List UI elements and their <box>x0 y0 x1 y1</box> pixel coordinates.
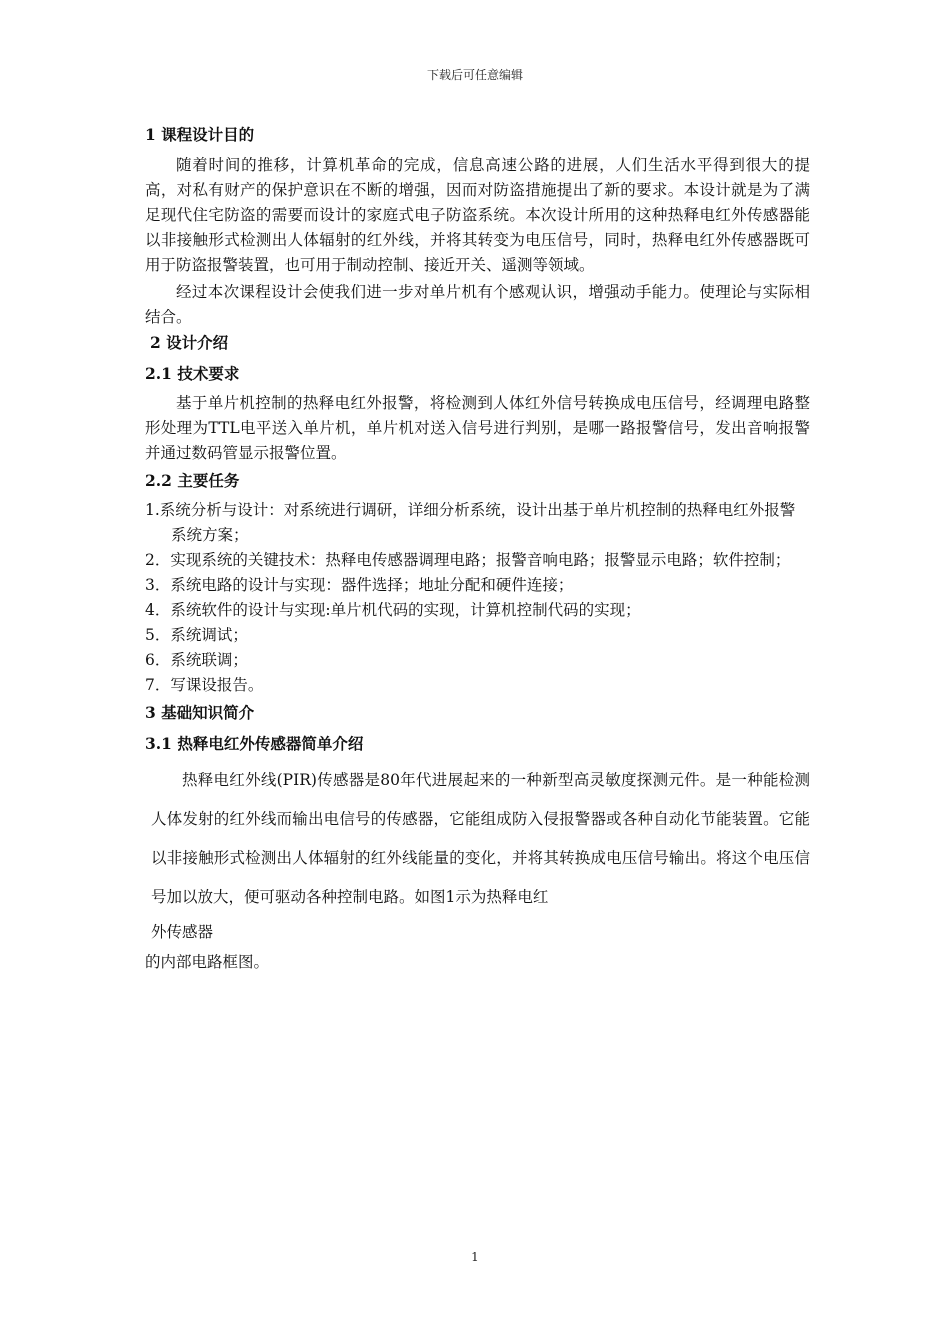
section-3-1-title: 3.1 热释电红外传感器简单介绍 <box>145 734 364 753</box>
task-list-item: 3．系统电路的设计与实现：器件选择；地址分配和硬件连接； <box>145 576 574 594</box>
header-note: 下载后可任意编辑 <box>426 68 523 82</box>
task-list-item: 1.系统分析与设计：对系统进行调研，详细分析系统，设计出基于单片机控制的热释电红外报警系统方案； <box>145 501 796 544</box>
section-2-1-paragraph: 基于单片机控制的热释电红外报警，将检测到人体红外信号转换成电压信号，经调理电路整形处理为TTL电平送入单片机，单片机对送入信号进行判别，是哪一路报警信号，发出音响报警并通过数码管显示报警位置。 <box>145 394 810 462</box>
section-3-title: 3 基础知识简介 <box>145 703 255 722</box>
task-list-item: 5．系统调试； <box>145 626 248 644</box>
page-number: 1 <box>471 1250 479 1264</box>
section-2-1-title: 2.1 技术要求 <box>145 364 240 383</box>
section-3-1-paragraph: 热释电红外线(PIR)传感器是80年代进展起来的一种新型高灵敏度探测元件。是一种能检测人体发射的红外线而输出电信号的传感器，它能组成防入侵报警器或各种自动化节能装置。它能以非接触形式检测出人体辐射的红外线能量的变化，并将其转换成电压信号输出。将这个电压信号加以放大，便可驱动各种控制电路。如图1示为热释电红 <box>151 771 810 906</box>
task-list-item: 6．系统联调； <box>145 651 248 669</box>
task-list-item: 7．写课设报告。 <box>145 676 264 694</box>
section-3-1-tail-line-1: 外传感器 <box>151 923 214 941</box>
task-list-item: 4．系统软件的设计与实现:单片机代码的实现，计算机控制代码的实现； <box>145 601 641 619</box>
section-1-paragraph-1: 随着时间的推移，计算机革命的完成，信息高速公路的进展，人们生活水平得到很大的提高，对私有财产的保护意识在不断的增强，因而对防盗措施提出了新的要求。本设计就是为了满足现代住宅防盗的需要而设计的家庭式电子防盗系统。本次设计所用的这种热释电红外传感器能以非接触形式检测出人体辐射的红外线，并将其转变为电压信号，同时，热释电红外传感器既可用于防盗报警装置，也可用于制动控制、接近开关、遥测等领域。 <box>145 156 810 274</box>
document-body <box>145 122 810 977</box>
section-2-2-title: 2.2 主要任务 <box>145 471 240 490</box>
task-list-item: 2．实现系统的关键技术：热释电传感器调理电路；报警音响电路；报警显示电路；软件控制； <box>145 551 791 569</box>
section-1-title: 1 课程设计目的 <box>145 125 255 144</box>
section-1-paragraph-2: 经过本次课程设计会使我们进一步对单片机有个感观认识，增强动手能力。使理论与实际相结合。 <box>145 283 810 326</box>
task-list <box>145 498 810 698</box>
section-3-1-tail-line-2: 的内部电路框图。 <box>145 953 270 971</box>
section-2-title: 2 设计介绍 <box>150 333 229 352</box>
